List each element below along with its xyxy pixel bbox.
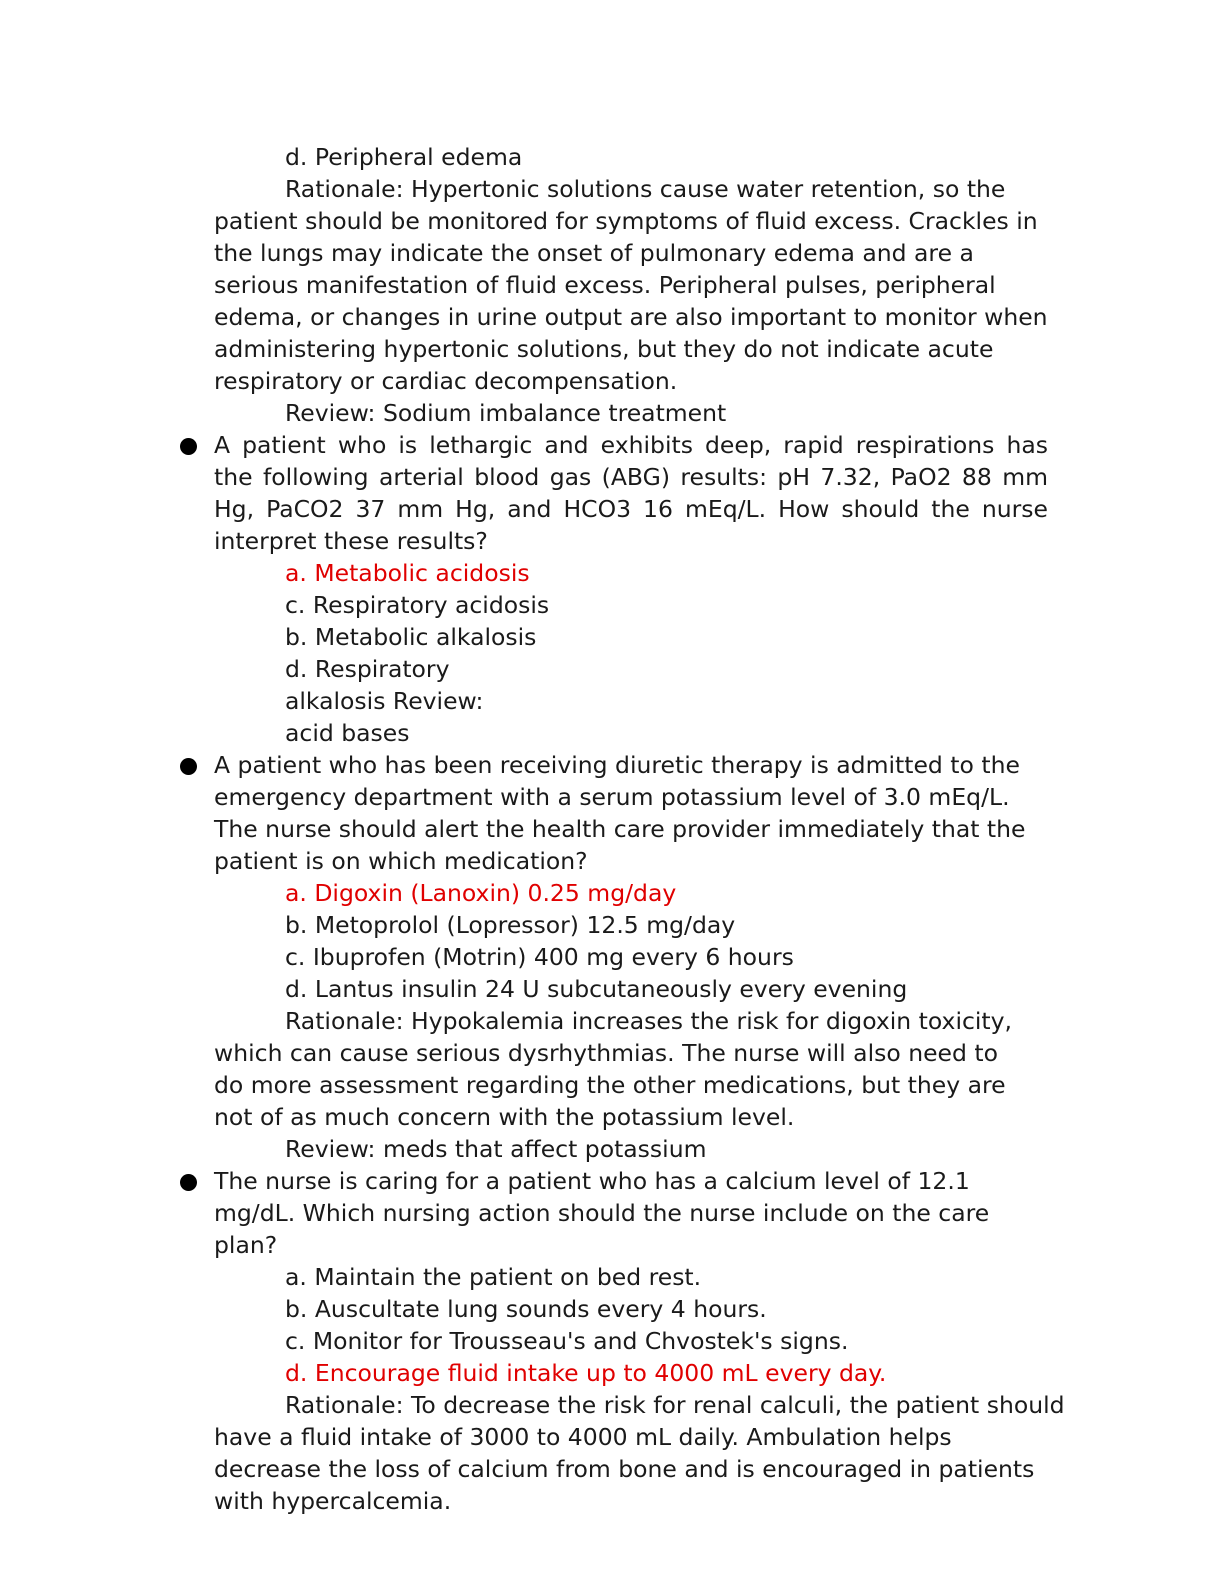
prev-option-d: d. Peripheral edema [285, 143, 523, 171]
prev-rationale-line: administering hypertonic solutions, but they do not indicate acute [214, 335, 994, 363]
q2-option-correct: a. Digoxin (Lanoxin) 0.25 mg/day [285, 879, 677, 907]
q1-option: alkalosis Review: [285, 687, 484, 715]
q3-option-correct: d. Encourage fluid intake up to 4000 mL every day. [285, 1359, 887, 1387]
prev-rationale-line: the lungs may indicate the onset of pulmonary edema and are a [214, 239, 974, 267]
q2-stem-line: The nurse should alert the health care provider immediately that the [214, 815, 1026, 843]
q3-option: c. Monitor for Trousseau's and Chvostek's signs. [285, 1327, 849, 1355]
prev-rationale-line: respiratory or cardiac decompensation. [214, 367, 678, 395]
q3-stem-line: mg/dL. Which nursing action should the nurse include on the care [214, 1199, 990, 1227]
q2-option: c. Ibuprofen (Motrin) 400 mg every 6 hours [285, 943, 794, 971]
prev-review: Review: Sodium imbalance treatment [285, 399, 727, 427]
q3-rationale-line: decrease the loss of calcium from bone and is encouraged in patients [214, 1455, 1035, 1483]
q1-stem-line: the following arterial blood gas (ABG) results: pH 7.32, PaO2 88 mm [214, 463, 1048, 491]
q2-option: b. Metoprolol (Lopressor) 12.5 mg/day [285, 911, 736, 939]
q1-stem-line: interpret these results? [214, 527, 488, 555]
q3-rationale-line: have a fluid intake of 3000 to 4000 mL daily. Ambulation helps [214, 1423, 952, 1451]
q2-stem-line: emergency department with a serum potassium level of 3.0 mEq/L. [214, 783, 1010, 811]
q3-option: a. Maintain the patient on bed rest. [285, 1263, 702, 1291]
q2-stem-line: A patient who has been receiving diuretic therapy is admitted to the [214, 751, 1020, 779]
q3-option: b. Auscultate lung sounds every 4 hours. [285, 1295, 767, 1323]
prev-rationale-line: Rationale: Hypertonic solutions cause water retention, so the [285, 175, 1006, 203]
q2-rationale-line: do more assessment regarding the other medications, but they are [214, 1071, 1006, 1099]
q2-rationale-line: which can cause serious dysrhythmias. The nurse will also need to [214, 1039, 998, 1067]
prev-rationale-line: edema, or changes in urine output are also important to monitor when [214, 303, 1048, 331]
q3-rationale-line: with hypercalcemia. [214, 1487, 452, 1515]
bullet [180, 758, 197, 775]
prev-rationale-line: serious manifestation of fluid excess. Peripheral pulses, peripheral [214, 271, 996, 299]
q1-stem-line: Hg, PaCO2 37 mm Hg, and HCO3 16 mEq/L. How should the nurse [214, 495, 1048, 523]
q1-option: b. Metabolic alkalosis [285, 623, 537, 651]
q2-review: Review: meds that affect potassium [285, 1135, 707, 1163]
q2-rationale-line: Rationale: Hypokalemia increases the risk for digoxin toxicity, [285, 1007, 1013, 1035]
q1-option: acid bases [285, 719, 410, 747]
q2-rationale-line: not of as much concern with the potassium level. [214, 1103, 795, 1131]
q3-stem-line: plan? [214, 1231, 278, 1259]
q1-option-correct: a. Metabolic acidosis [285, 559, 530, 587]
q2-stem-line: patient is on which medication? [214, 847, 588, 875]
q1-stem-line: A patient who is lethargic and exhibits deep, rapid respirations has [214, 431, 1048, 459]
bullet [180, 438, 197, 455]
q3-rationale-line: Rationale: To decrease the risk for renal calculi, the patient should [285, 1391, 1065, 1419]
bullet [180, 1174, 197, 1191]
prev-rationale-line: patient should be monitored for symptoms of fluid excess. Crackles in [214, 207, 1038, 235]
q1-option: c. Respiratory acidosis [285, 591, 550, 619]
q1-option: d. Respiratory [285, 655, 450, 683]
q3-stem-line: The nurse is caring for a patient who has a calcium level of 12.1 [214, 1167, 970, 1195]
q2-option: d. Lantus insulin 24 U subcutaneously every evening [285, 975, 908, 1003]
